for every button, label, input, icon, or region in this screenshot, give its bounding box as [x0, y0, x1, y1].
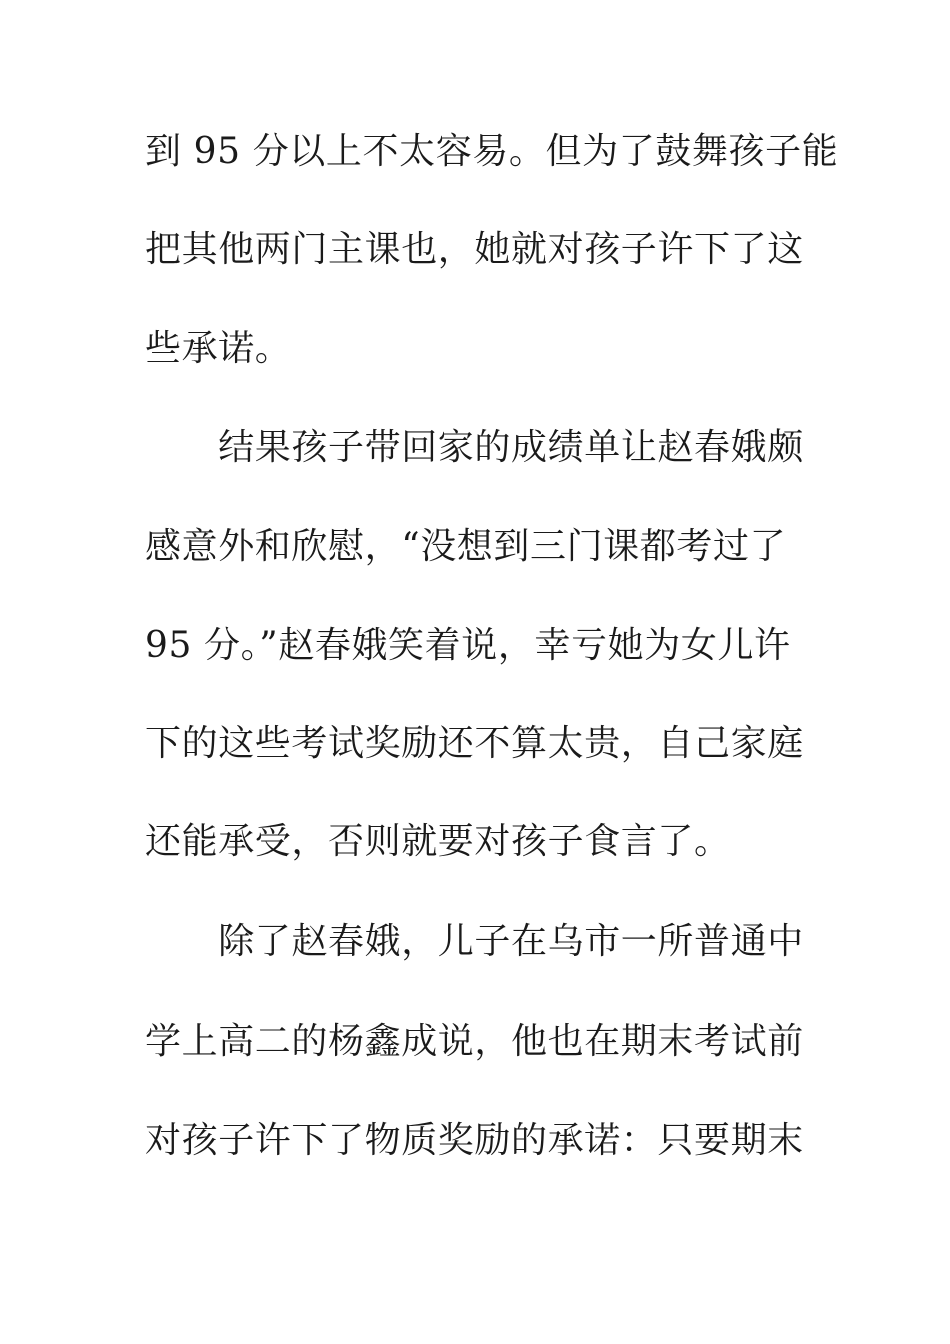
text-line: 把其他两门主课也，她就对孩子许下了这: [145, 229, 804, 270]
text-line: 学上高二的杨鑫成说，他也在期末考试前: [145, 1021, 804, 1062]
text-line: 还能承受，否则就要对孩子食言了。: [145, 821, 731, 862]
paragraph-start-line: 结果孩子带回家的成绩单让赵春娥颇: [145, 427, 804, 468]
paragraph-start-line: 除了赵春娥，儿子在乌市一所普通中: [145, 921, 804, 962]
text-line: 对孩子许下了物质奖励的承诺：只要期末: [145, 1120, 804, 1161]
text-line: 些承诺。: [145, 328, 292, 369]
text-line: 95 分。”赵春娥笑着说，幸亏她为女儿许: [145, 625, 791, 666]
text-line: 到 95 分以上不太容易。但为了鼓舞孩子能: [145, 131, 839, 172]
text-line: 下的这些考试奖励还不算太贵，自己家庭: [145, 723, 804, 764]
text-line: 感意外和欣慰，“没想到三门课都考过了: [145, 526, 787, 567]
